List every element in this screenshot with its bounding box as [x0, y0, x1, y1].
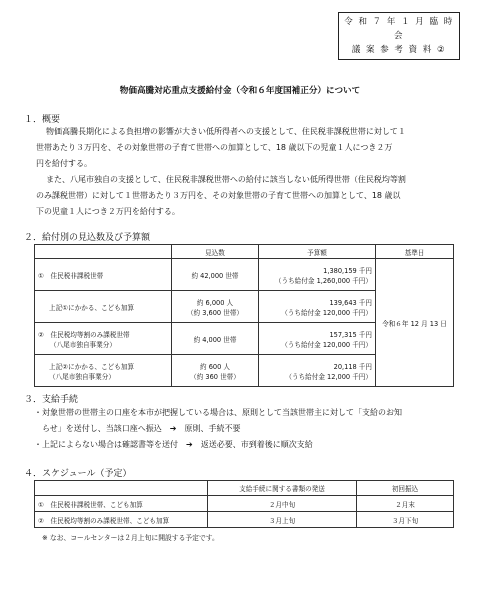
schedule-table	[34, 480, 454, 528]
header-base-date: 基準日	[376, 245, 454, 259]
row-label: ② 住民税均等割のみ課税世帯 （八尾市独自事業分）	[35, 323, 172, 355]
schedule-label: ① 住民税非課税世帯、こども加算	[35, 496, 208, 512]
header-send: 支給手続に関する書類の発送	[208, 481, 357, 496]
schedule-send: ３月上旬	[208, 512, 357, 528]
schedule-pay: ３月下旬	[357, 512, 454, 528]
row-count: 約 4,000 世帯	[172, 323, 259, 355]
row-label: 上記②にかかる、こども加算 （八尾市独自事業分）	[35, 355, 172, 387]
schedule-send: ２月中旬	[208, 496, 357, 512]
reference-line-2: 議 案 参 考 資 料 ②	[351, 45, 447, 55]
row-label: 上記①にかかる、こども加算	[35, 291, 172, 323]
section-2-heading: ２．給付別の見込数及び予算額	[24, 233, 151, 243]
document-title: 物価高騰対応重点支援給付金（令和６年度国補正分）について	[119, 86, 361, 96]
row-budget: 1,380,159 千円 （うち給付金 1,260,000 千円）	[259, 259, 376, 291]
reference-line-1: 令 和 ７ 年 １ 月 臨 時 会	[344, 17, 454, 41]
procedure-line: らせ」を送付し、当該口座へ振込 ➔ 原則、手続不要	[42, 424, 241, 433]
overview-line: のみ課税世帯）に対して１世帯あたり３万円を、その対象世帯の子育て世帯への加算として、18 歳以	[36, 191, 401, 200]
row-label: ① 住民税非課税世帯	[35, 259, 172, 291]
section-4-heading: ４．スケジュール（予定）	[24, 469, 132, 479]
budget-table	[34, 244, 454, 387]
overview-line: 下の児童１人につき２万円を給付する。	[36, 207, 180, 216]
overview-line: 物価高騰長期化による負担増の影響が大きい低所得者への支援として、住民税非課税世帯に対して１	[46, 127, 406, 136]
row-count: 約 42,000 世帯	[172, 259, 259, 291]
base-date: 令和６年 12 月 13 日	[376, 259, 454, 387]
header-budget: 予算額	[259, 245, 376, 259]
schedule-header	[35, 481, 454, 496]
section-3-heading: ３．支給手続	[24, 395, 79, 405]
reference-box	[338, 12, 460, 60]
overview-line: また、八尾市独自の支援として、住民税非課税世帯への給付に該当しない低所得世帯（住民税均等割	[46, 175, 406, 184]
header-count: 見込数	[172, 245, 259, 259]
row-budget: 20,118 千円 （うち給付金 12,000 千円）	[259, 355, 376, 387]
section-1-body	[36, 124, 466, 220]
row-budget: 157,315 千円 （うち給付金 120,000 千円）	[259, 323, 376, 355]
overview-line: 円を給付する。	[36, 159, 92, 168]
procedure-line: ・上記によらない場合は確認書等を送付 ➔ 返送必要、市到着後に順次支給	[34, 440, 313, 449]
procedure-line: ・対象世帯の世帯主の口座を本市が把握している場合は、原則として当該世帯主に対して「支給のお知	[34, 408, 402, 417]
overview-line: 世帯あたり３万円を、その対象世帯の子育て世帯への加算として、18 歳以下の児童１人につき２万	[36, 143, 393, 152]
schedule-label: ② 住民税均等割のみ課税世帯、こども加算	[35, 512, 208, 528]
row-count: 約 600 人 （約 360 世帯）	[172, 355, 259, 387]
row-count: 約 6,000 人 （約 3,600 世帯）	[172, 291, 259, 323]
row-budget: 139,643 千円 （うち給付金 120,000 千円）	[259, 291, 376, 323]
schedule-pay: ２月末	[357, 496, 454, 512]
table-row	[35, 512, 454, 528]
header-pay: 初回振込	[357, 481, 454, 496]
schedule-note: ※ なお、コールセンターは２月上旬に開設する予定です。	[42, 534, 219, 542]
table-row	[35, 496, 454, 512]
budget-table-header	[35, 245, 454, 259]
table-row	[35, 259, 454, 291]
section-1-heading: １．概要	[24, 115, 61, 125]
section-3-body	[34, 405, 470, 453]
